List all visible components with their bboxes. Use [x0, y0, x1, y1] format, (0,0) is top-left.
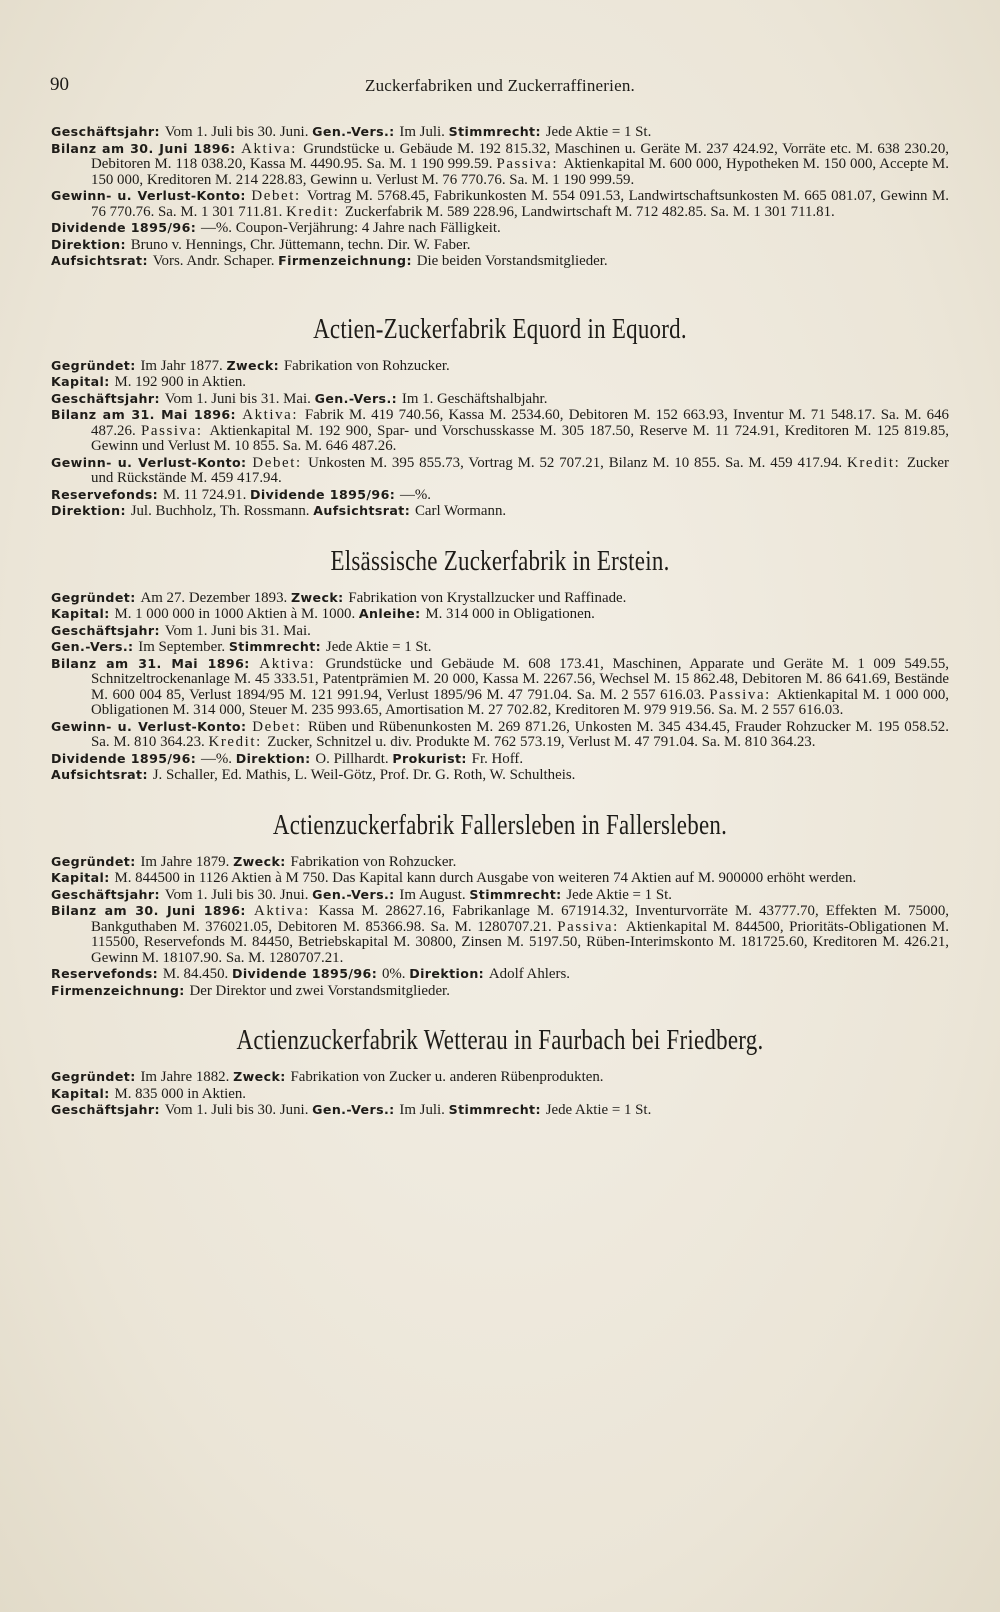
- field-label: Gegründet:: [51, 1069, 141, 1084]
- field-text: Aktienkapital M. 192 900, Spar- und Vorschusskasse M. 305 187.50, Reserve M. 11 724.91, Kreditoren M. 125 819.85, Gewinn und Verlust M. 10 855. Sa. M. 646 487.26.: [91, 422, 949, 454]
- field-label: Gen.-Vers.:: [312, 1102, 400, 1117]
- field-text: Adolf Ahlers.: [488, 966, 570, 982]
- field-text: M. 192 900 in Aktien.: [114, 374, 246, 390]
- field-label: Stimmrecht:: [469, 886, 567, 902]
- entry-paragraph: [51, 590, 949, 607]
- account-side-label: Passiva:: [557, 918, 627, 935]
- field-label: Gegründet:: [51, 589, 141, 605]
- entry-paragraph: [51, 391, 949, 408]
- field-text: Im Jahr 1877.: [140, 357, 227, 374]
- field-text: Im Jahre 1882.: [140, 1069, 234, 1085]
- field-text: Zucker und Rückstände M. 459 417.94.: [91, 454, 949, 486]
- entry-paragraph: [51, 407, 949, 455]
- entry-paragraph: [51, 220, 949, 237]
- field-label: Zweck:: [290, 589, 349, 605]
- company-entry: [51, 314, 949, 520]
- field-label: Gen.-Vers.:: [312, 124, 400, 139]
- field-label: Bilanz am 31. Mai 1896:: [51, 407, 243, 422]
- field-label: Stimmrecht:: [228, 639, 326, 654]
- field-text: Fabrikation von Rohzucker.: [283, 357, 450, 374]
- field-text: Fabrikation von Krystallzucker und Raffinade.: [348, 589, 627, 606]
- field-text: Die beiden Vorstandsmitglieder.: [416, 253, 608, 269]
- field-label: Zweck:: [233, 1069, 291, 1084]
- field-label: Gen.-Vers.:: [312, 886, 400, 902]
- field-text: Aktienkapital M. 1 000 000, Obligationen M. 314 000, Steuer M. 235 993.65, Amortisation M. 27 702.82, Kreditoren M. 979 919.56. Sa. M. 2 557 616.03.: [91, 686, 949, 718]
- field-label: Direktion:: [51, 236, 131, 252]
- company-heading: Actienzuckerfabrik Wetterau in Faurbach bei Friedberg.: [236, 1025, 764, 1056]
- account-side-label: Kredit:: [208, 734, 268, 750]
- field-text: Vom 1. Juni bis 31. Mai.: [164, 390, 315, 407]
- field-label: Bilanz am 31. Mai 1896:: [51, 655, 260, 671]
- company-entry: [51, 124, 949, 270]
- field-text: M. 84.450.: [162, 966, 232, 982]
- account-side-label: Aktiva:: [259, 655, 326, 672]
- account-side-label: Debet:: [251, 188, 307, 204]
- account-side-label: Passiva:: [709, 686, 778, 703]
- entry-paragraph: [51, 656, 949, 719]
- entry-paragraph: [51, 719, 949, 751]
- field-label: Dividende 1895/96:: [51, 220, 201, 235]
- entry-paragraph: [51, 1086, 949, 1103]
- entry-paragraph: [51, 188, 949, 220]
- field-label: Direktion:: [235, 750, 316, 766]
- field-label: Kapital:: [51, 1085, 115, 1101]
- entry-paragraph: [51, 870, 949, 887]
- entry-paragraph: [51, 237, 949, 254]
- field-text: M. 314 000 in Obligationen.: [425, 606, 595, 622]
- field-text: Im Juli.: [399, 124, 449, 140]
- entry-paragraph: [51, 141, 949, 189]
- company-heading: Actienzuckerfabrik Fallersleben in Fallersleben.: [272, 809, 728, 841]
- field-label: Direktion:: [409, 966, 489, 981]
- field-text: M. 835 000 in Aktien.: [114, 1085, 246, 1102]
- field-text: Vom 1. Juli bis 30. Jnui.: [164, 886, 313, 903]
- field-label: Zweck:: [233, 853, 291, 869]
- field-text: Jul. Buchholz, Th. Rossmann.: [130, 503, 314, 519]
- page-header: [50, 74, 950, 104]
- field-text: M. 844500 in 1126 Aktien à M 750. Das Kapital kann durch Ausgabe von weiteren 74 Aktien auf M. 900000 erhöht werden.: [114, 870, 857, 886]
- account-side-label: Kredit:: [286, 203, 345, 220]
- field-label: Dividende 1895/96:: [231, 966, 382, 981]
- field-text: M. 1 000 000 in 1000 Aktien à M. 1000.: [114, 606, 359, 622]
- field-label: Firmenzeichnung:: [51, 982, 190, 998]
- company-entry: [51, 810, 949, 1000]
- field-label: Kapital:: [51, 606, 115, 621]
- field-label: Firmenzeichnung:: [278, 253, 417, 268]
- field-label: Bilanz am 30. Juni 1896:: [51, 903, 254, 918]
- entry-paragraph: [51, 606, 949, 623]
- field-text: Aktienkapital M. 844500, Prioritäts-Obligationen M. 115500, Reservefonds M. 84450, Betriebskapital M. 30800, Zinsen M. 5197.50, Rüben-Interimskonto M. 181725.60, Kreditoren M. 426.21, Gewinn M. 18107.90. Sa. M. 1280707.21.: [91, 918, 950, 966]
- account-side-label: Debet:: [252, 454, 309, 471]
- field-label: Reservefonds:: [51, 486, 163, 502]
- account-side-label: Aktiva:: [242, 407, 305, 423]
- field-text: Im Jahre 1879.: [140, 853, 234, 870]
- field-label: Aufsichtsrat:: [51, 767, 153, 782]
- entry-paragraph: [51, 124, 949, 141]
- company-heading: Elsässische Zuckerfabrik in Erstein.: [330, 545, 670, 577]
- field-text: Vortrag M. 5768.45, Fabrikunkosten M. 554 091.53, Landwirtschaftsunkosten M. 665 081.07, Gewinn M. 76 770.76. Sa. M. 1 301 711.81.: [91, 188, 949, 220]
- field-text: Fabrikation von Zucker u. anderen Rübenprodukten.: [290, 1069, 604, 1085]
- field-text: Grundstücke und Gebäude M. 608 173.41, Maschinen, Apparate und Geräte M. 1 009 549.55, Schnitzeltrockenanlage M. 45 333.51, Patentprämien M. 20 000, Kassa M. 2267.56, Wechsel M. 15 862.48, Debitoren M. 86 641.69, Bestände M. 600 004 85, Verlust 1894/95 M. 121 991.94, Verlust 1895/96 M. 47 791.04. Sa. M. 2 557 616.03.: [91, 655, 949, 703]
- field-text: Jede Aktie = 1 St.: [545, 124, 652, 140]
- field-text: Vors. Andr. Schaper.: [152, 253, 279, 269]
- entry-paragraph: [51, 966, 949, 983]
- field-text: Zuckerfabrik M. 589 228.96, Landwirtschaft M. 712 482.85. Sa. M. 1 301 711.81.: [344, 203, 835, 220]
- company-heading: Actien-Zuckerfabrik Equord in Equord.: [313, 313, 687, 345]
- field-text: O. Pillhardt.: [315, 750, 393, 767]
- entry-paragraph: [51, 751, 949, 768]
- company-entry: [51, 1025, 949, 1119]
- field-label: Gegründet:: [51, 853, 141, 869]
- field-text: Vom 1. Juli bis 30. Juni.: [164, 1102, 313, 1118]
- field-text: Jede Aktie = 1 St.: [566, 886, 672, 903]
- field-text: Im Juli.: [399, 1102, 449, 1118]
- field-text: Im 1. Geschäftshalbjahr.: [401, 390, 548, 407]
- field-label: Aufsichtsrat:: [51, 253, 153, 268]
- field-label: Geschäftsjahr:: [51, 622, 165, 638]
- field-label: Gegründet:: [51, 357, 141, 373]
- field-text: Bruno v. Hennings, Chr. Jüttemann, techn. Dir. W. Faber.: [130, 236, 471, 253]
- field-text: —%.: [399, 486, 432, 503]
- field-text: Im September.: [138, 639, 229, 655]
- entry-paragraph: [51, 503, 949, 520]
- field-label: Gewinn- u. Verlust-Konto:: [51, 718, 253, 734]
- field-label: Aufsichtsrat:: [313, 503, 415, 518]
- field-label: Gen.-Vers.:: [314, 390, 402, 406]
- field-text: Rüben und Rübenunkosten M. 269 871.26, Unkosten M. 345 434.45, Frauder Rohzucker M. 195 058.52. Sa. M. 810 364.23.: [91, 718, 949, 750]
- entry-paragraph: [51, 455, 949, 487]
- account-side-label: Passiva:: [496, 156, 564, 172]
- field-text: Vom 1. Juli bis 30. Juni.: [164, 124, 313, 140]
- field-label: Geschäftsjahr:: [51, 1102, 165, 1117]
- field-text: Der Direktor und zwei Vorstandsmitglieder.: [189, 982, 450, 999]
- field-label: Geschäftsjahr:: [51, 124, 165, 139]
- company-entry: [51, 546, 949, 784]
- entry-paragraph: [51, 623, 949, 640]
- page-number: 90: [50, 74, 69, 95]
- field-text: Vom 1. Juni bis 31. Mai.: [164, 622, 311, 639]
- field-label: Bilanz am 30. Juni 1896:: [51, 140, 242, 156]
- entry-paragraph: [51, 983, 949, 1000]
- account-side-label: Debet:: [252, 718, 308, 735]
- field-label: Gewinn- u. Verlust-Konto:: [51, 454, 253, 470]
- entry-paragraph: [51, 374, 949, 391]
- entry-paragraph: [51, 1102, 949, 1119]
- field-text: Grundstücke u. Gebäude M. 192 815.32, Maschinen u. Geräte M. 237 424.92, Vorräte etc. M. 638 230.20, Debitoren M. 118 038.20, Kassa M. 4490.95. Sa. M. 1 190 999.59.: [91, 140, 949, 172]
- field-text: Im August.: [399, 886, 470, 903]
- field-label: Stimmrecht:: [448, 124, 546, 139]
- field-text: Jede Aktie = 1 St.: [325, 639, 432, 655]
- field-text: J. Schaller, Ed. Mathis, L. Weil-Götz, Prof. Dr. G. Roth, W. Schultheis.: [152, 767, 576, 783]
- field-text: Am 27. Dezember 1893.: [140, 589, 291, 606]
- field-text: —%.: [200, 750, 236, 767]
- field-label: Geschäftsjahr:: [51, 390, 165, 406]
- field-text: Carl Wormann.: [414, 503, 507, 519]
- entry-paragraph: [51, 767, 949, 784]
- field-label: Kapital:: [51, 870, 115, 885]
- field-label: Kapital:: [51, 374, 115, 389]
- field-text: Aktienkapital M. 600 000, Hypotheken M. 150 000, Accepte M. 150 000, Kreditoren M. 214 228.83, Gewinn u. Verlust M. 76 770.76. Sa. M. 1 190 999.59.: [91, 156, 949, 188]
- field-label: Stimmrecht:: [448, 1102, 546, 1117]
- entry-paragraph: [51, 903, 949, 966]
- field-label: Direktion:: [51, 503, 131, 518]
- field-text: 0%.: [381, 966, 410, 982]
- field-text: Jede Aktie = 1 St.: [545, 1102, 652, 1118]
- field-label: Zweck:: [226, 357, 284, 373]
- account-side-label: Aktiva:: [254, 903, 319, 919]
- field-text: Unkosten M. 395 855.73, Vortrag M. 52 707.21, Bilanz M. 10 855. Sa. M. 459 417.94.: [308, 454, 847, 471]
- entry-paragraph: [51, 487, 949, 504]
- account-side-label: Passiva:: [140, 422, 210, 439]
- field-label: Prokurist:: [392, 750, 472, 766]
- account-side-label: Aktiva:: [241, 140, 304, 157]
- field-label: Dividende 1895/96:: [51, 750, 201, 766]
- entry-paragraph: [51, 358, 949, 375]
- field-label: Anleihe:: [358, 606, 426, 621]
- field-label: Reservefonds:: [51, 966, 163, 981]
- field-label: Dividende 1895/96:: [250, 486, 400, 502]
- field-label: Gewinn- u. Verlust-Konto:: [51, 188, 252, 203]
- field-text: Fabrik M. 419 740.56, Kassa M. 2534.60, Debitoren M. 152 663.93, Inventur M. 71 548.17. Sa. M. 646 487.26.: [91, 407, 949, 439]
- entry-paragraph: [51, 887, 949, 904]
- entry-paragraph: [51, 1069, 949, 1086]
- entry-paragraph: [51, 854, 949, 871]
- field-text: Kassa M. 28627.16, Fabrikanlage M. 671914.32, Inventurvorräte M. 43777.70, Effekten M. 75000, Bankguthaben M. 376021.05, Debitoren M. 85366.98. Sa. M. 1280707.21.: [91, 903, 949, 935]
- page-body: [51, 124, 949, 1119]
- running-title: Zuckerfabriken und Zuckerraffinerien.: [365, 76, 635, 95]
- field-text: —%. Coupon-Verjährung: 4 Jahre nach Fälligkeit.: [200, 220, 501, 236]
- field-text: Fr. Hoff.: [471, 750, 524, 767]
- account-side-label: Kredit:: [846, 454, 907, 471]
- field-text: Zucker, Schnitzel u. div. Produkte M. 762 573.19, Verlust M. 47 791.04. Sa. M. 810 364.23.: [267, 734, 816, 750]
- entry-paragraph: [51, 639, 949, 656]
- field-text: M. 11 724.91.: [162, 486, 251, 503]
- entry-paragraph: [51, 253, 949, 270]
- field-label: Geschäftsjahr:: [51, 886, 165, 902]
- field-label: Gen.-Vers.:: [51, 639, 139, 654]
- field-text: Fabrikation von Rohzucker.: [290, 853, 457, 870]
